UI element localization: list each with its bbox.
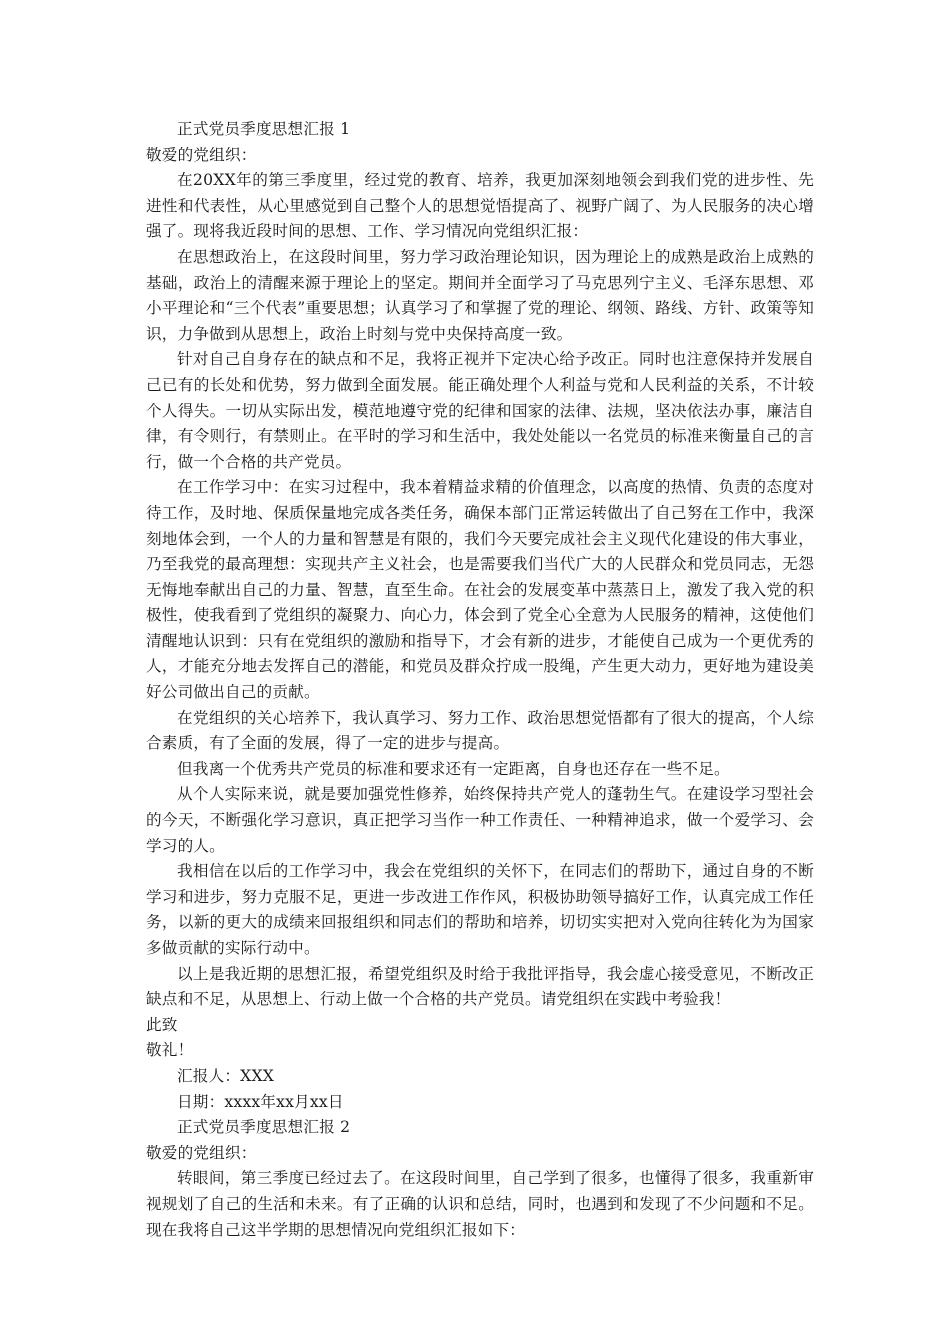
document-body [146, 117, 814, 1243]
report-title: 正式党员季度思想汇报 2 [177, 1118, 351, 1137]
salutation: 敬爱的党组织： [146, 1143, 257, 1162]
paragraph: 在党组织的关心培养下，我认真学习、努力工作、政治思想觉悟都有了很大的提高，个人综合素质，有了全面的发展，得了一定的进步与提高。 [146, 708, 814, 753]
paragraph: 在思想政治上，在这段时间里，努力学习政治理论知识，因为理论上的成熟是政治上成熟的基础，政治上的清醒来源于理论上的坚定。期间并全面学习了马克思列宁主义、毛泽东思想、邓小平理论和“三个代表”重要思想；认真学习了和掌握了党的理论、纲领、路线、方针、政策等知识，力争做到从思想上，政治上时刻与党中央保持高度一致。 [146, 247, 814, 343]
report-date: 日期：xxxx年xx月xx日 [177, 1092, 344, 1111]
report-title: 正式党员季度思想汇报 1 [177, 120, 351, 138]
paragraph: 转眼间，第三季度已经过去了。在这段时间里，自己学到了很多，也懂得了很多，我重新审视规划了自己的生活和未来。有了正确的认识和总结，同时，也遇到和发现了不少问题和不足。现在我将自己这半学期的思想情况向党组织汇报如下： [146, 1169, 814, 1239]
salutation: 敬爱的党组织： [146, 145, 257, 164]
closing-line: 此致 [146, 1015, 178, 1034]
paragraph: 在20XX年的第三季度里，经过党的教育、培养，我更加深刻地领会到我们党的进步性、先进性和代表性，从心里感觉到自己整个人的思想觉悟提高了、视野广阔了、为人民服务的决心增强了。现将我近段时间的思想、工作、学习情况向党组织汇报： [146, 171, 814, 241]
closing-salute: 敬礼！ [146, 1041, 194, 1060]
paragraph: 以上是我近期的思想汇报，希望党组织及时给于我批评指导，我会虚心接受意见，不断改正缺点和不足，从思想上、行动上做一个合格的共产党员。请党组织在实践中考验我！ [146, 964, 814, 1009]
paragraph: 在工作学习中：在实习过程中，我本着精益求精的价值理念，以高度的热情、负责的态度对待工作，及时地、保质保量地完成各类任务，确保本部门正常运转做出了自己努在工作中，我深刻地体会到，一个人的力量和智慧是有限的，我们今天要完成社会主义现代化建设的伟大事业，乃至我党的最高理想：实现共产主义社会，也是需要我们当代广大的人民群众和党员同志，无怨无悔地奉献出自己的力量、智慧，直至生命。在社会的发展变革中蒸蒸日上，激发了我入党的积极性，使我看到了党组织的凝聚力、向心力，体会到了党全心全意为人民服务的精神，这使他们清醒地认识到：只有在党组织的激励和指导下，才会有新的进步，才能使自己成为一个更优秀的人，才能充分地去发挥自己的潜能，和党员及群众拧成一股绳，产生更大动力，更好地为建设美好公司做出自己的贡献。 [146, 478, 814, 702]
paragraph: 针对自己自身存在的缺点和不足，我将正视并下定决心给予改正。同时也注意保持并发展自己已有的长处和优势，努力做到全面发展。能正确处理个人利益与党和人民利益的关系，不计较个人得失。一切从实际出发，模范地遵守党的纪律和国家的法律、法规，坚决依法办事，廉洁自律，有令则行，有禁则止。在平时的学习和生活中，我处处能以一名党员的标准来衡量自己的言行，做一个合格的共产党员。 [146, 350, 814, 471]
paragraph: 我相信在以后的工作学习中，我会在党组织的关怀下，在同志们的帮助下，通过自身的不断学习和进步，努力克服不足，更进一步改进工作作风，积极协助领导搞好工作，认真完成工作任务，以新的更大的成绩来回报组织和同志们的帮助和培养，切切实实把对入党向往转化为为国家多做贡献的实际行动中。 [146, 862, 814, 957]
reporter-name: 汇报人：XXX [177, 1066, 275, 1085]
paragraph: 但我离一个优秀共产党员的标准和要求还有一定距离，自身也还存在一些不足。 [177, 759, 730, 778]
paragraph: 从个人实际来说，就是要加强党性修养，始终保持共产党人的蓬勃生气。在建设学习型社会的今天，不断强化学习意识，真正把学习当作一种工作责任、一种精神追求，做一个爱学习、会学习的人。 [146, 785, 814, 855]
